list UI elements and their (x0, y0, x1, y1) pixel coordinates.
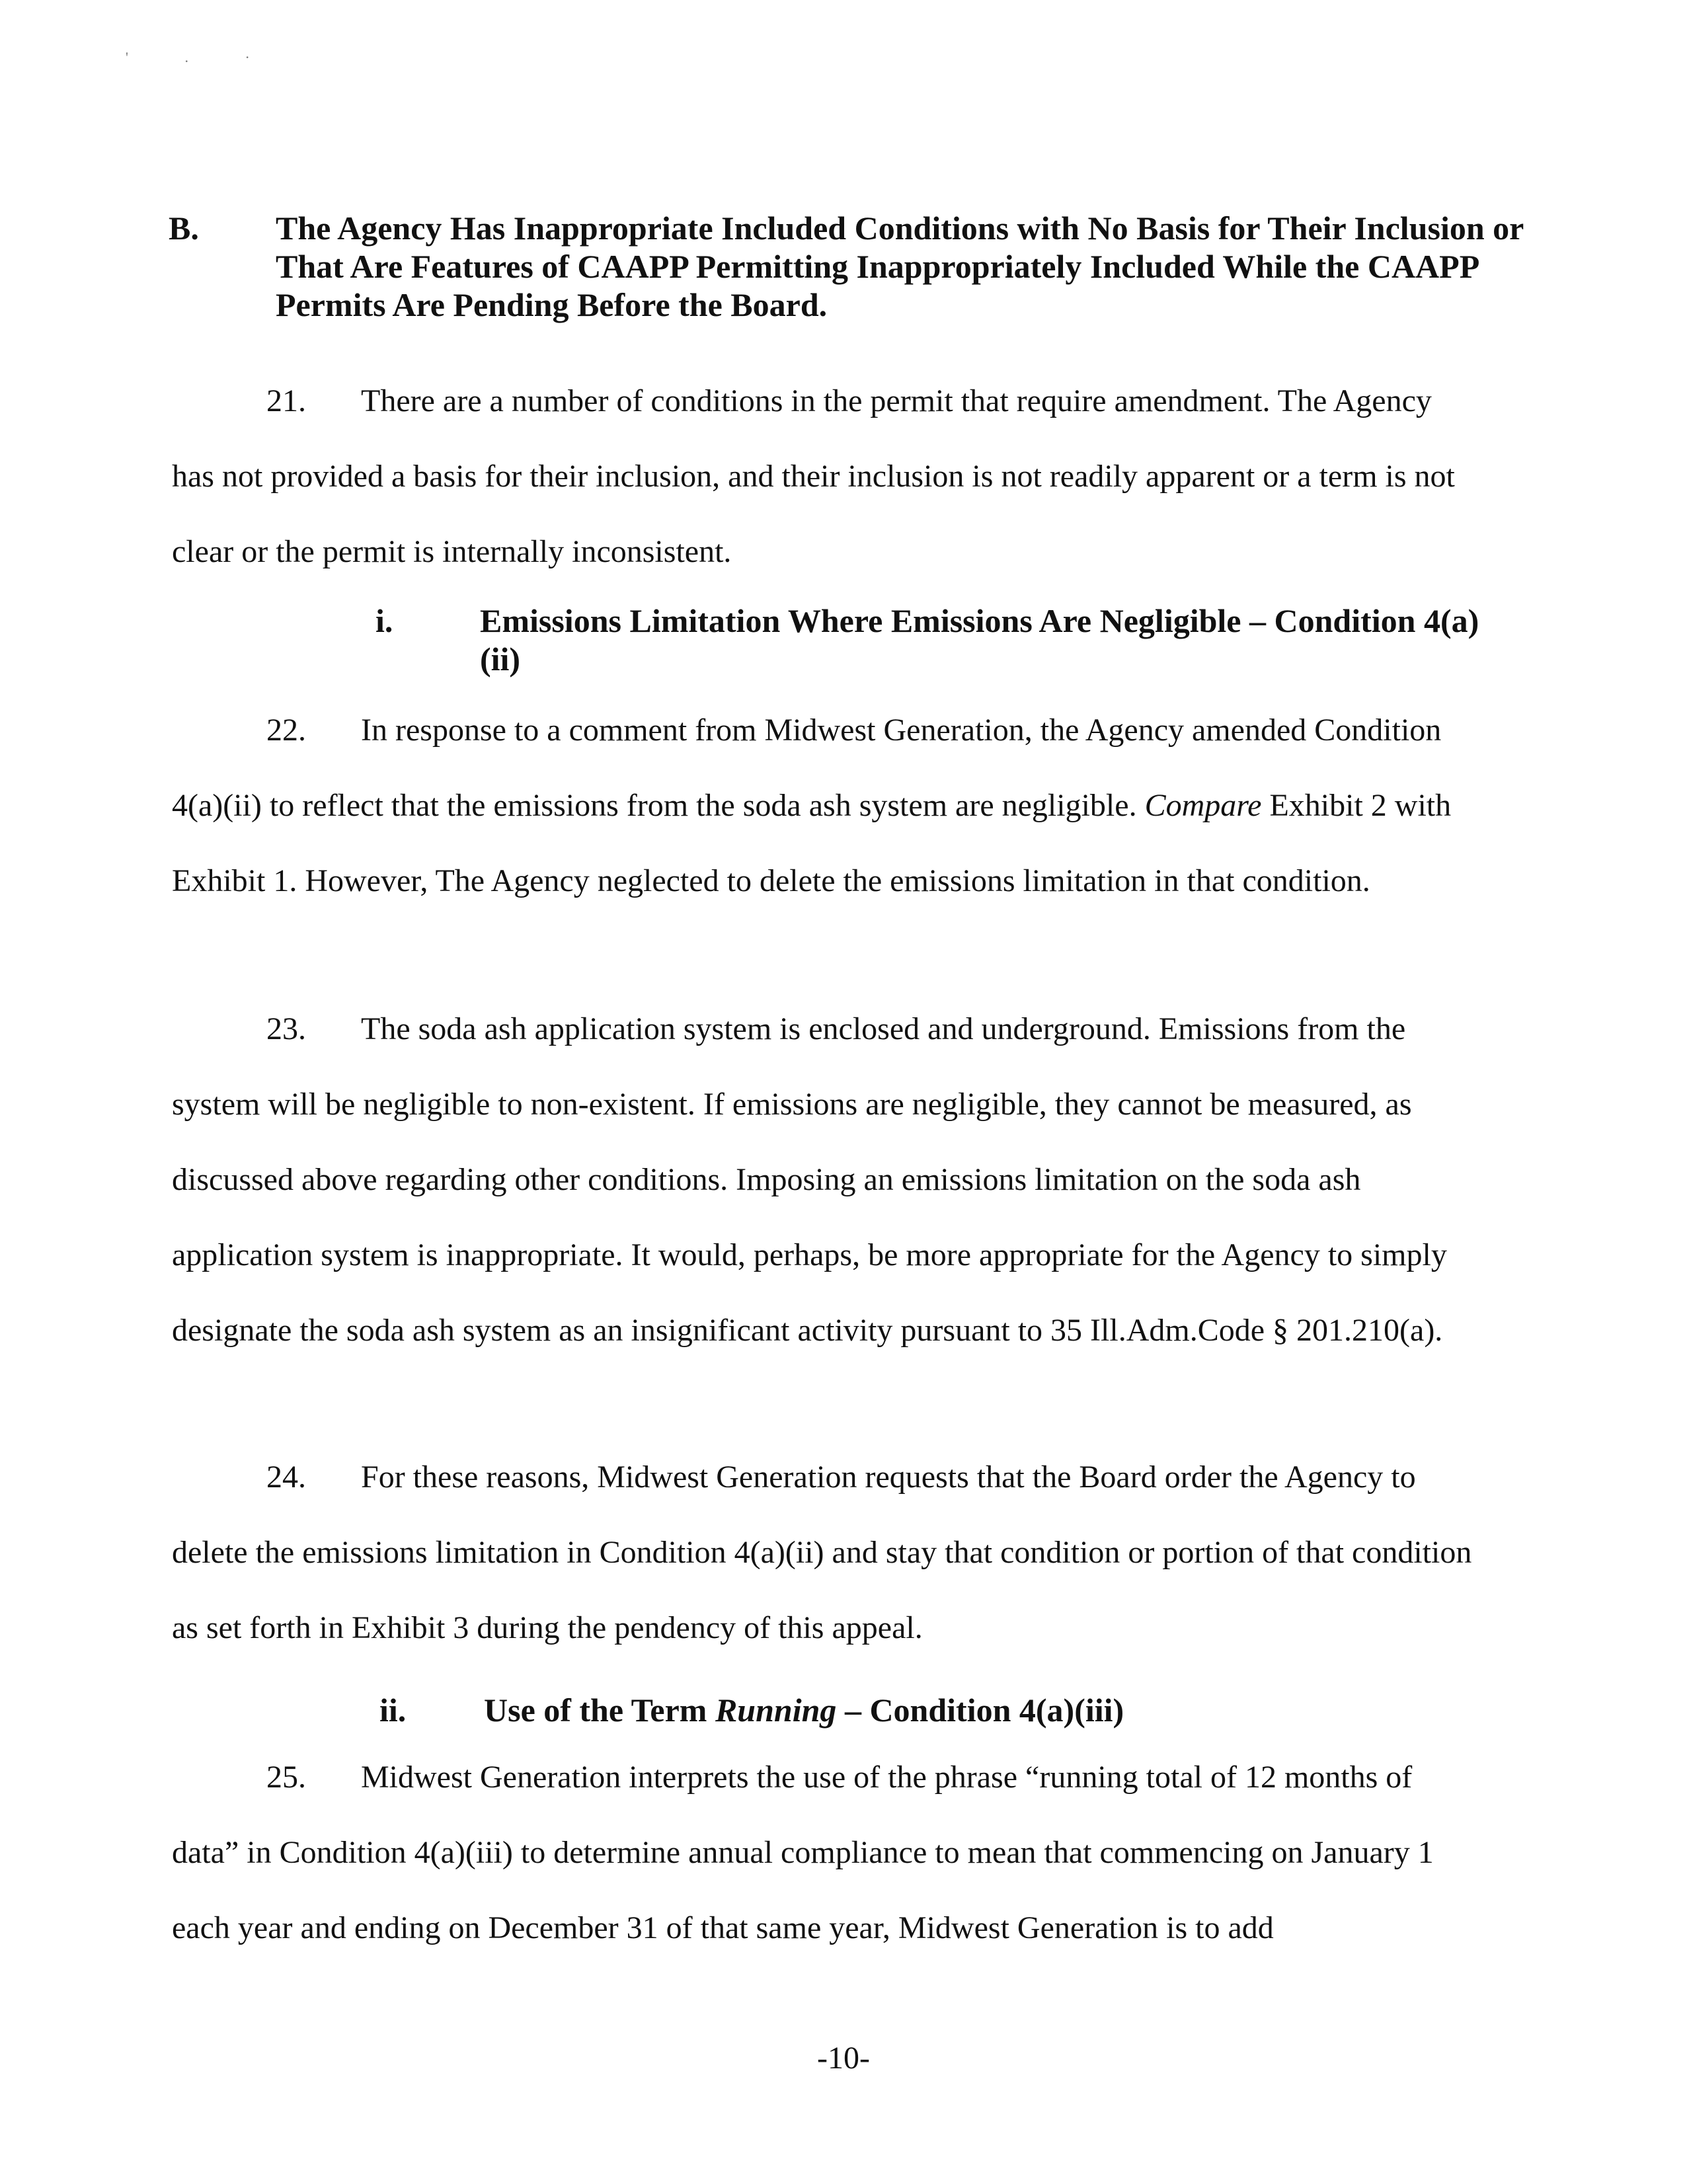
paragraph-text-continued: Exhibit 2 with Exhibit 1. However, The Agency neglected to delete the emissions limitation in that condition. (172, 788, 1452, 898)
paragraph-text: For these reasons, Midwest Generation requests that the Board order the Agency to delete the emissions limitation in Condition 4(a)(ii) and stay that condition or portion of that condition as set forth in Exhibit 3 during the pendency of this appeal. (172, 1460, 1472, 1645)
section-b-label: B. (169, 210, 199, 247)
paragraph-number: 24. (266, 1460, 306, 1495)
paragraph-text: The soda ash application system is enclosed and underground. Emissions from the system will be negligible to non-existent. If emissions are negligible, they cannot be measured, as discussed above regarding other conditions. Imposing an emissions limitation on the soda ash application system is inappropriate. It would, perhaps, be more appropriate for the Agency to simply designate the soda ash system as an insignificant activity pursuant to 35 Ill.Adm.Code § 201.210(a). (172, 1011, 1447, 1348)
scan-specks: ' . · (126, 49, 276, 65)
subsection-ii-title-end: – Condition 4(a)(iii) (844, 1692, 1124, 1729)
subsection-i-title: Emissions Limitation Where Emissions Are Negligible – Condition 4(a)(ii) (480, 602, 1479, 678)
paragraph-number: 25. (266, 1760, 306, 1795)
citation-signal: Compare (1144, 788, 1262, 823)
paragraph-number: 22. (266, 713, 306, 748)
subsection-ii-title-term: Running (715, 1692, 837, 1729)
paragraph-24 (172, 1440, 1474, 1666)
paragraph-21 (172, 364, 1474, 590)
paragraph-22 (172, 693, 1474, 919)
paragraph-text: Midwest Generation interprets the use of the phrase “running total of 12 months of data” in Condition 4(a)(iii) to determine annual compliance to mean that commencing on January 1 each year and ending on December 31 of that same year, Midwest Generation is to add (172, 1760, 1434, 1945)
paragraph-23 (172, 992, 1474, 1368)
paragraph-25 (172, 1740, 1474, 1966)
paragraph-number: 21. (266, 383, 306, 418)
section-b-title: The Agency Has Inappropriate Included Conditions with No Basis for Their Inclusion or That Are Features of CAAPP Permitting Inappropriately Included While the CAAPP Permits Are Pending Before the Board. (276, 210, 1524, 323)
paragraph-text: In response to a comment from Midwest Generation, the Agency amended Condition 4(a)(ii) to reflect that the emissions from the soda ash system are negligible. (172, 713, 1442, 823)
paragraph-text: There are a number of conditions in the permit that require amendment. The Agency has not provided a basis for their inclusion, and their inclusion is not readily apparent or a term is not clear or the permit is internally inconsistent. (172, 383, 1455, 569)
subsection-ii-title-start: Use of the Term (484, 1692, 707, 1729)
paragraph-number: 23. (266, 1011, 306, 1046)
subsection-i-label: i. (375, 602, 393, 639)
subsection-ii-title (484, 1691, 1475, 1729)
page-number: -10- (817, 2041, 870, 2076)
subsection-ii-label: ii. (379, 1692, 407, 1729)
